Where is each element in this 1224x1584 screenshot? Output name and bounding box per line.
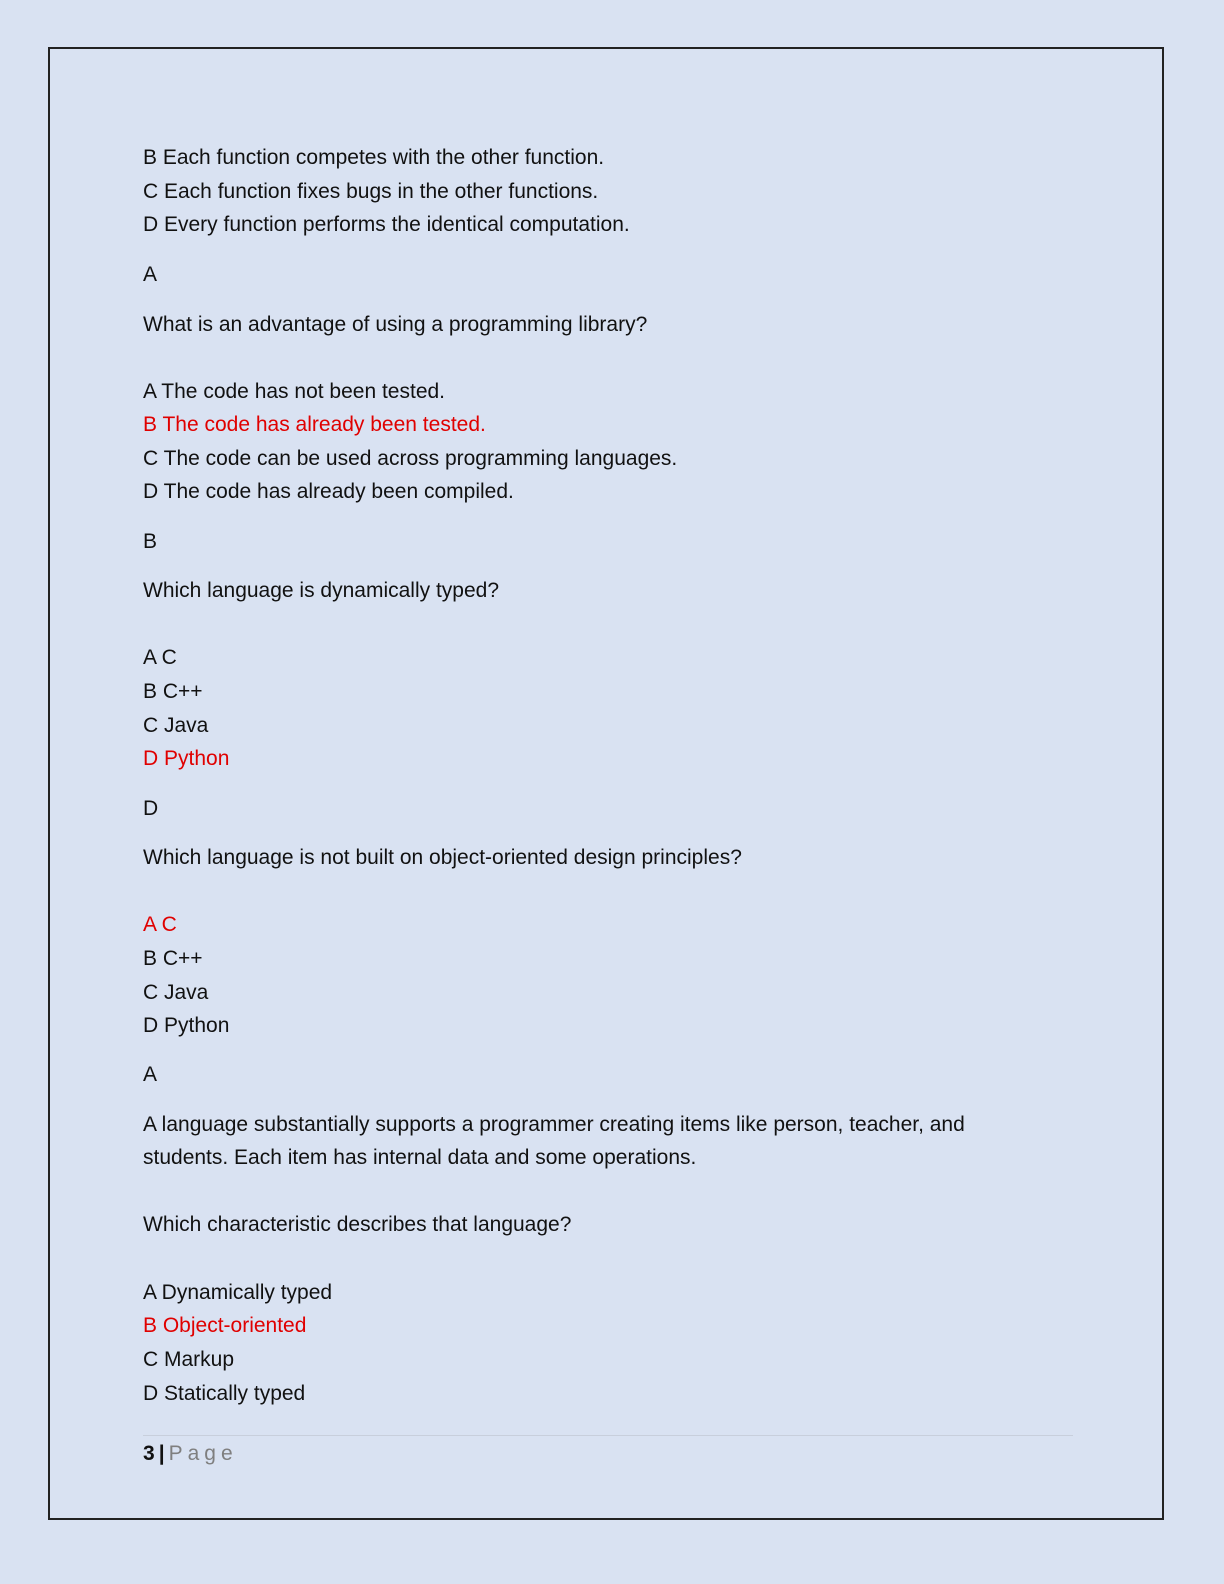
correct-option: D Python xyxy=(143,747,230,770)
option-line: C The code can be used across programming languages. xyxy=(143,447,678,470)
option-line: C Markup xyxy=(143,1348,235,1371)
option-line: B Each function competes with the other function. xyxy=(143,146,605,169)
option-line: D Statically typed xyxy=(143,1382,306,1405)
question-text: What is an advantage of using a programming library? xyxy=(143,313,648,336)
page-number: 3 xyxy=(143,1442,155,1465)
answer-key: A xyxy=(143,1063,158,1086)
page-footer xyxy=(143,1441,238,1467)
question-text: Which characteristic describes that language? xyxy=(143,1213,572,1236)
answer-key: D xyxy=(143,797,159,820)
correct-option: A C xyxy=(143,913,177,936)
question-text: Which language is dynamically typed? xyxy=(143,579,500,602)
footer-divider xyxy=(143,1435,1073,1436)
option-line: C Java xyxy=(143,714,209,737)
question-text: Which language is not built on object-oriented design principles? xyxy=(143,846,742,869)
answer-key: B xyxy=(143,530,158,553)
option-line: B C++ xyxy=(143,947,203,970)
option-line: A The code has not been tested. xyxy=(143,380,446,403)
option-line: D Every function performs the identical computation. xyxy=(143,213,630,236)
answer-key: A xyxy=(143,263,158,286)
option-line: A C xyxy=(143,646,177,669)
option-line: B C++ xyxy=(143,680,203,703)
page-label: Page xyxy=(168,1442,238,1465)
option-line: A Dynamically typed xyxy=(143,1281,333,1304)
option-line: D Python xyxy=(143,1014,230,1037)
option-line: D The code has already been compiled. xyxy=(143,480,514,503)
option-line: C Each function fixes bugs in the other functions. xyxy=(143,180,599,203)
correct-option: B The code has already been tested. xyxy=(143,413,486,436)
option-line: C Java xyxy=(143,981,209,1004)
question-text: A language substantially supports a programmer creating items like person, teacher, and xyxy=(143,1113,965,1136)
correct-option: B Object-oriented xyxy=(143,1314,307,1337)
footer-separator: | xyxy=(158,1442,165,1465)
question-text: students. Each item has internal data and some operations. xyxy=(143,1146,697,1169)
